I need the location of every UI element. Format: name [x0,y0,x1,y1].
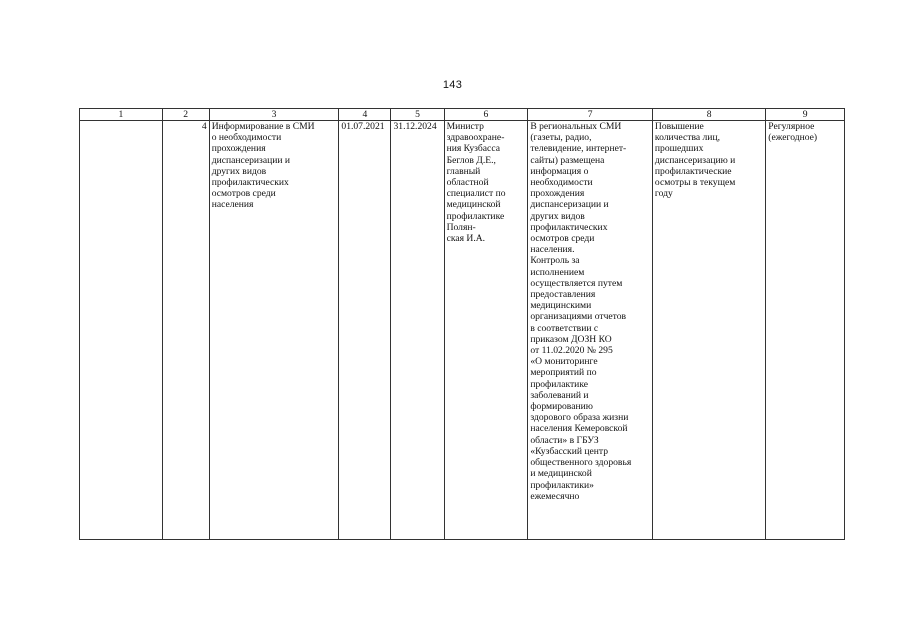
cell-line: «О мониторинге [530,356,598,368]
page-number: 143 [442,79,463,91]
cell-line: году [654,188,673,200]
cell-line: заболеваний и [530,389,589,401]
cell-line: специалист по [446,188,506,200]
cell-line: диспансеризации и [530,199,609,211]
cell-line: телевидение, интернет- [530,143,627,155]
cell-line: осмотров среди [211,188,276,200]
cell-line: количества лиц, [654,132,720,144]
cell-line: профилактических [530,221,608,233]
table-row [80,121,845,540]
cell-line: о необходимости [211,132,282,144]
cell-periodicity [766,121,845,540]
cell-line: Беглов Д.Е., [446,154,496,166]
cell-line: прохождения [211,143,266,155]
cell-indicator [652,121,765,540]
column-header-7: 7 [528,109,653,121]
column-header-1: 1 [80,109,163,121]
cell-line: и медицинской [530,468,592,480]
cell-line: общественного здоровья [530,457,632,469]
cell-line: в соответствии с [530,322,599,334]
cell-activity [209,121,339,540]
cell-line: профилактические [654,165,732,177]
cell-line: сайты) размещена [530,154,605,166]
header-row [80,109,845,121]
cell-line: предоставления [530,289,596,301]
cell-line: осмотров среди [530,233,595,245]
cell-line: медицинскими [530,300,592,312]
cell-section [80,121,163,540]
measures-table [79,108,845,540]
cell-line: медицинской [446,199,501,211]
cell-item-number: 4 [162,121,209,540]
cell-line: Министр [446,121,484,132]
cell-line: населения [211,199,254,211]
cell-line: Регулярное [768,121,815,132]
cell-line: профилактики» [530,479,594,491]
column-header-2: 2 [162,109,209,121]
cell-line: необходимости [530,177,593,189]
cell-line: от 11.02.2020 № 295 [530,345,613,357]
cell-line: (газеты, радио, [530,132,592,144]
cell-line: диспансеризацию и [654,154,736,166]
cell-end-date: 31.12.2024 [391,121,444,540]
cell-line: формированию [530,401,593,413]
cell-line: здравоохране- [446,132,505,144]
column-header-3: 3 [209,109,339,121]
cell-line: здорового образа жизни [530,412,629,424]
cell-line: Информирование в СМИ [211,121,315,132]
column-header-9: 9 [766,109,845,121]
cell-line: прохождения [530,188,585,200]
cell-line: «Кузбасский центр [530,445,609,457]
cell-line: профилактических [211,177,289,189]
cell-line: области» в ГБУЗ [530,434,599,446]
cell-line: диспансеризации и [211,154,291,166]
cell-line: главный [446,165,481,177]
cell-line: В региональных СМИ [530,121,622,132]
column-header-5: 5 [391,109,444,121]
cell-line: (ежегодное) [768,132,818,144]
cell-line: других видов [211,165,267,177]
cell-responsible [444,121,528,540]
cell-line: исполнением [530,266,585,278]
cell-line: осмотры в текущем [654,177,736,189]
cell-line: организациями отчетов [530,311,627,323]
cell-line: профилактике [530,378,588,390]
cell-result [528,121,653,540]
column-header-4: 4 [339,109,391,121]
cell-line: населения Кемеровской [530,423,628,435]
cell-line: ежемесячно [530,490,580,502]
cell-line: Полян- [446,221,476,233]
cell-line: информация о [530,165,589,177]
cell-line: областной [446,177,489,189]
cell-start-date: 01.07.2021 [339,121,391,540]
cell-line: ния Кузбасса [446,143,500,155]
column-header-6: 6 [444,109,528,121]
cell-line: профилактике [446,210,505,222]
cell-line: Повышение [654,121,704,132]
cell-line: других видов [530,210,585,222]
cell-line: населения. [530,244,575,256]
cell-line: Контроль за [530,255,580,267]
cell-line: мероприятий по [530,367,597,379]
cell-line: осуществляется путем [530,277,623,289]
column-header-8: 8 [652,109,765,121]
cell-line: ская И.А. [446,233,486,245]
cell-line: приказом ДОЗН КО [530,333,612,345]
cell-line: прошедших [654,143,704,155]
